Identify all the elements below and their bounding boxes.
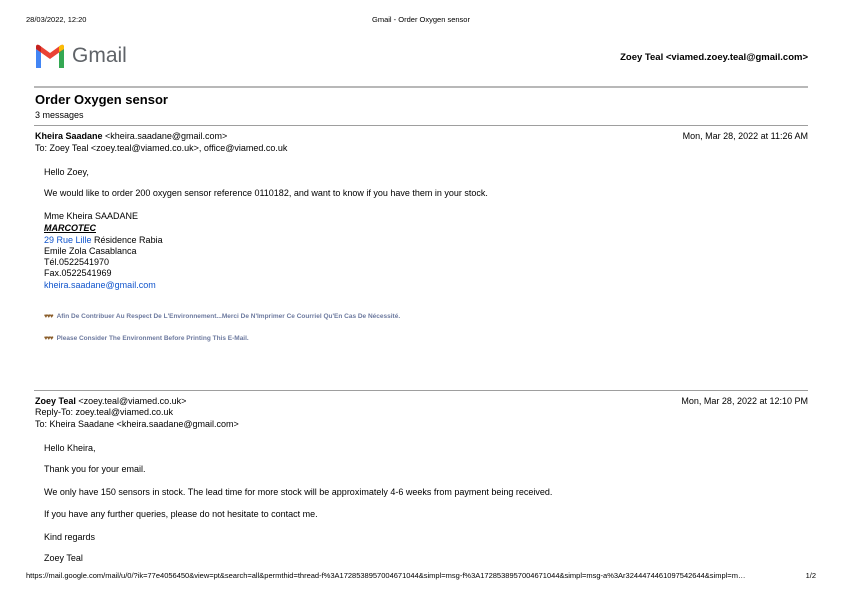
signature-company: MARCOTEC bbox=[44, 223, 96, 233]
message-2-line: We only have 150 sensors in stock. The lead time for more stock will be approximately 4-6 weeks from payment being received. bbox=[44, 487, 553, 497]
sender-email: <kheira.saadane@gmail.com> bbox=[105, 131, 228, 141]
print-datetime: 28/03/2022, 12:20 bbox=[26, 15, 87, 24]
eco-note-en bbox=[44, 335, 249, 342]
signature-city: Emile Zola Casablanca bbox=[44, 246, 137, 256]
eco-note-fr-text: Afin De Contribuer Au Respect De L'Environnement...Merci De N'Imprimer Ce Courriel Qu'En Cas De Nécessité. bbox=[56, 313, 401, 320]
message-1-date: Mon, Mar 28, 2022 at 11:26 AM bbox=[682, 131, 808, 141]
hearts-icon: ♥♥♥ bbox=[44, 335, 53, 342]
message-2-closing: Kind regards bbox=[44, 532, 96, 542]
address-rest: Résidence Rabia bbox=[91, 235, 163, 245]
page-number: 1/2 bbox=[805, 571, 816, 580]
message-2-from bbox=[35, 396, 186, 406]
print-title: Gmail - Order Oxygen sensor bbox=[372, 15, 470, 24]
signature-fax: Fax.0522541969 bbox=[44, 268, 112, 278]
signature-address bbox=[44, 235, 163, 245]
message-2-signoff: Zoey Teal bbox=[44, 553, 83, 563]
message-2-date: Mon, Mar 28, 2022 at 12:10 PM bbox=[681, 396, 808, 406]
message-divider bbox=[34, 125, 808, 126]
message-1-to: To: Zoey Teal <zoey.teal@viamed.co.uk>, office@viamed.co.uk bbox=[35, 143, 288, 153]
sender-name: Zoey Teal bbox=[35, 396, 76, 406]
signature-tel: Tél.0522541970 bbox=[44, 257, 110, 267]
message-count: 3 messages bbox=[35, 110, 84, 120]
message-2-reply-to: Reply-To: zoey.teal@viamed.co.uk bbox=[35, 407, 174, 417]
message-1-greeting: Hello Zoey, bbox=[44, 167, 89, 177]
thread-subject: Order Oxygen sensor bbox=[35, 92, 168, 107]
message-2-line: Thank you for your email. bbox=[44, 464, 146, 474]
message-2-line: If you have any further queries, please do not hesitate to contact me. bbox=[44, 509, 318, 519]
message-2-greeting: Hello Kheira, bbox=[44, 443, 96, 453]
header-divider bbox=[34, 86, 808, 88]
print-url: https://mail.google.com/mail/u/0/?ik=77e4056450&view=pt&search=all&permthid=thread-f%3A1728538957004671044&simpl=msg-f%3A1728538957004671044&simpl=msg-a%3Ar3244474461097542644&simpl=m… bbox=[26, 571, 746, 580]
signature-name: Mme Kheira SAADANE bbox=[44, 211, 139, 221]
account-user: Zoey Teal <viamed.zoey.teal@gmail.com> bbox=[620, 52, 808, 63]
sender-name: Kheira Saadane bbox=[35, 131, 103, 141]
eco-note-en-text: Please Consider The Environment Before Printing This E-Mail. bbox=[56, 335, 249, 342]
message-1-from bbox=[35, 131, 227, 141]
message-2-to: To: Kheira Saadane <kheira.saadane@gmail.com> bbox=[35, 419, 239, 429]
address-link[interactable]: 29 Rue Lille bbox=[44, 235, 92, 245]
sender-email: <zoey.teal@viamed.co.uk> bbox=[78, 396, 187, 406]
signature-email-link[interactable]: kheira.saadane@gmail.com bbox=[44, 280, 156, 290]
hearts-icon: ♥♥♥ bbox=[44, 313, 53, 320]
message-divider bbox=[34, 390, 808, 391]
eco-note-fr bbox=[44, 313, 400, 320]
gmail-wordmark: Gmail bbox=[72, 44, 127, 67]
gmail-logo-icon bbox=[34, 44, 66, 68]
message-1-body: We would like to order 200 oxygen sensor reference 0110182, and want to know if you have them in your stock. bbox=[44, 188, 488, 198]
